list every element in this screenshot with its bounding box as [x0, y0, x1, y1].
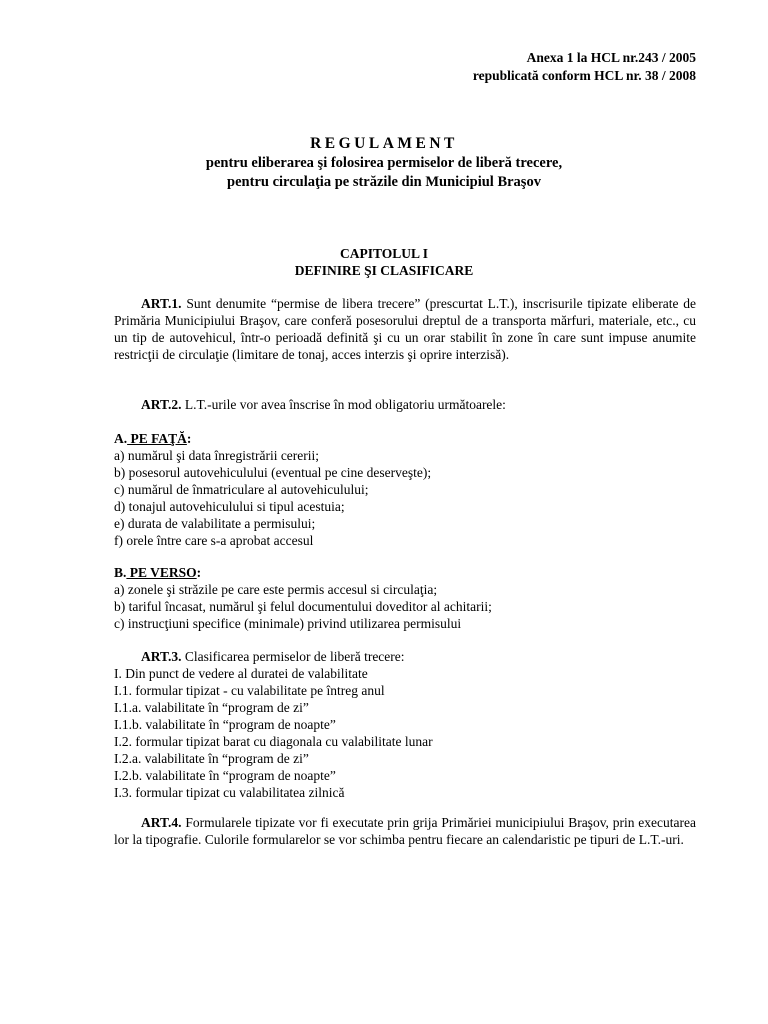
list-item: a) numărul şi data înregistrării cererii; — [114, 448, 320, 463]
article-2-label: ART.2. — [141, 397, 182, 412]
annex-reference-line-2: republicată conform HCL nr. 38 / 2008 — [472, 68, 696, 83]
section-a-colon: : — [186, 431, 192, 446]
section-b-prefix: B. — [114, 565, 127, 580]
regulation-subtitle-line-1: pentru eliberarea şi folosirea permiselor de liberă trecere, — [205, 155, 563, 171]
list-item: a) zonele şi străzile pe care este permis accesul si circulaţia; — [114, 582, 438, 597]
list-item: b) tariful încasat, numărul şi felul documentului doveditor al achitarii; — [114, 599, 492, 614]
list-item: I.1.a. valabilitate în “program de zi” — [114, 700, 309, 715]
list-item: c) instrucţiuni specifice (minimale) privind utilizarea permisului — [114, 616, 462, 631]
article-3 — [114, 648, 696, 801]
section-a-heading: PE FAŢĂ — [127, 431, 187, 446]
regulation-title: REGULAMENT — [310, 135, 458, 152]
section-a — [114, 430, 696, 549]
list-item: I.2.a. valabilitate în “program de zi” — [114, 751, 309, 766]
article-3-label: ART.3. — [141, 649, 182, 664]
section-a-prefix: A. — [114, 431, 128, 446]
regulation-subtitle-line-2: pentru circulaţia pe străzile din Municipiul Braşov — [227, 174, 541, 190]
chapter-number: CAPITOLUL I — [340, 246, 428, 261]
article-1 — [114, 295, 696, 363]
article-3-text: Clasificarea permiselor de liberă trecere: — [181, 649, 405, 664]
list-item: f) orele între care s-a aprobat accesul — [114, 533, 314, 548]
article-2 — [114, 396, 696, 413]
article-1-label: ART.1. — [141, 296, 182, 311]
annex-reference-line-1: Anexa 1 la HCL nr.243 / 2005 — [526, 50, 696, 65]
article-2-text: L.T.-urile vor avea înscrise în mod obligatoriu următoarele: — [181, 397, 506, 412]
section-b — [114, 564, 696, 632]
section-b-heading: PE VERSO — [126, 565, 197, 580]
list-item: I.3. formular tipizat cu valabilitatea zilnică — [114, 785, 345, 800]
article-4 — [114, 814, 696, 848]
list-item: c) numărul de înmatriculare al autovehiculului; — [114, 482, 369, 497]
list-item: I.1.b. valabilitate în “program de noapte” — [114, 717, 336, 732]
list-item: b) posesorul autovehiculului (eventual pe cine deserveşte); — [114, 465, 432, 480]
list-item: I. Din punct de vedere al duratei de valabilitate — [114, 666, 368, 681]
list-item: d) tonajul autovehiculului si tipul acestuia; — [114, 499, 345, 514]
article-4-text: Formularele tipizate vor fi executate prin grija Primăriei municipiului Braşov, prin executarea lor la tipografie. Culorile formularelor se vor schimba pentru fiecare an calendaristic pe tipuri de L.T.-uri. — [114, 815, 696, 847]
list-item: I.2.b. valabilitate în “program de noapte” — [114, 768, 336, 783]
list-item: I.2. formular tipizat barat cu diagonala cu valabilitate lunar — [114, 734, 433, 749]
article-1-text: Sunt denumite “permise de libera trecere” (prescurtat L.T.), inscrisurile tipizate eliberate de Primăria Municipiului Braşov, care conferă posesorului dreptul de a transporta mărfuri, materiale, etc., cu un tip de autovehicul, într-o perioadă definită şi cu un orar stabilit în zone în care sunt impuse anumite restricţii de circulaţie (limitare de tonaj, acces interzis şi oprire interzisă). — [114, 296, 696, 362]
chapter-name: DEFINIRE ŞI CLASIFICARE — [294, 263, 474, 278]
list-item: I.1. formular tipizat - cu valabilitate pe întreg anul — [114, 683, 385, 698]
list-item: e) durata de valabilitate a permisului; — [114, 516, 316, 531]
section-b-colon: : — [196, 565, 202, 580]
article-4-label: ART.4. — [141, 815, 182, 830]
